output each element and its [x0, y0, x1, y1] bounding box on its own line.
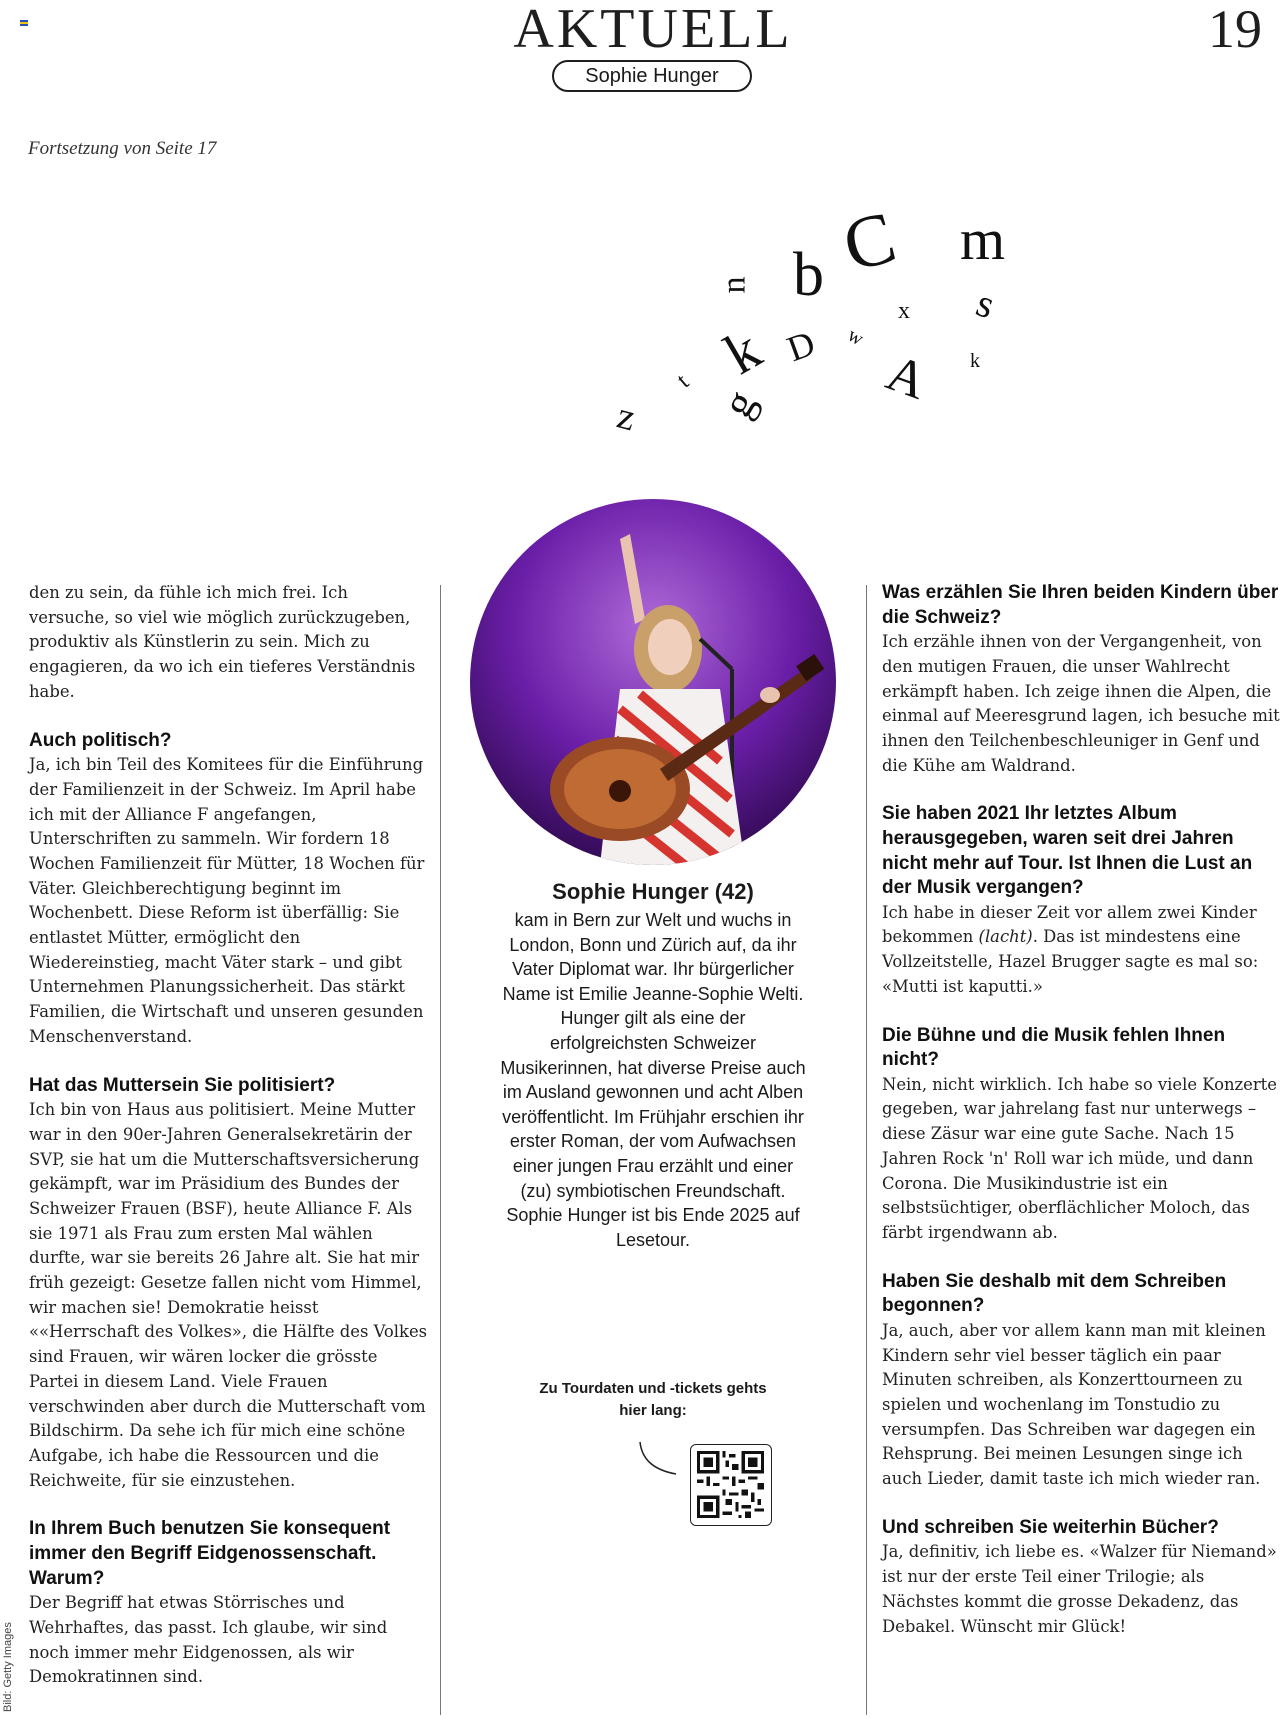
decorative-letter: A [879, 344, 935, 411]
topic-badge: Sophie Hunger [552, 60, 752, 92]
question: Was erzählen Sie Ihren beiden Kindern über die Schweiz? [882, 582, 1279, 628]
answer: Ja, ich bin Teil des Komitees für die Einführung der Familienzeit in der Schweiz. Im April habe ich mit der Alliance F angefangen, Unterschriften zu sammeln. Wir fordern 18 Wochen Familienzeit für Mütter, 18 Wochen für Väter. Gleichberechtigung beginnt im Wochenbett. Diese Reform ist überfällig: Sie entlastet Mütter, ermöglicht den Wiedereinstieg, macht Väter stark – und gibt Unternehmen Planungssicherheit. Das stärkt Familien, die Wirtschaft und unseren gesunden Menschenverstand. [29, 755, 425, 1046]
answer: Nein, nicht wirklich. Ich habe so viele Konzerte gegeben, war jahrelang fast nur unterwegs – diese Zäsur war eine gute Sache. Nach 15 Jahren Rock 'n' Roll war ich müde, und dann Corona. Die Musikindustrie ist ein selbstsüchtiger, oberflächlicher Moloch, das färbt irgendwann ab. [882, 1074, 1277, 1242]
portrait-photo [470, 499, 836, 865]
answer-text: . Das ist mindestens eine Vollzeitstelle, Hazel Brugger sagte es mal so: «Mutti ist kaputti.» [882, 927, 1259, 996]
decorative-letter: x [898, 298, 910, 324]
answer: Ich erzähle ihnen von der Vergangenheit, von den mutigen Frauen, die unser Wahlrecht erkämpft haben. Ich zeige ihnen die Alpen, die einmal auf Meeresgrund lagen, ich besuche mit ihnen den Teilchenbeschleuniger in Genf und die Kühe am Waldrand. [882, 632, 1280, 775]
answer: Ja, definitiv, ich liebe es. «Walzer für Niemand» ist nur der erste Teil einer Trilogie; als Nächstes kommt die grosse Dekadenz, das Debakel. Wünscht mir Glück! [882, 1542, 1277, 1636]
decorative-letter: k [713, 316, 772, 387]
photo-credit: Bild: Getty Images [2, 1622, 14, 1712]
answer-aside: (lacht) [978, 927, 1033, 947]
decorative-letter: m [960, 207, 1006, 272]
column-rule-right [866, 585, 867, 1715]
answer-text: Ich habe in dieser Zeit vor allem zwei Kinder bekommen [882, 902, 1257, 947]
right-column [882, 581, 1280, 1663]
profile-box [500, 878, 806, 1252]
profile-name: Sophie Hunger (42) [552, 879, 754, 904]
section-title: AKTUELL [513, 0, 793, 60]
intro-paragraph: den zu sein, da fühle ich mich frei. Ich versuche, so viel wie möglich zurückzugeben, produktiv als Künstlerin zu sein. Mich zu engagieren, da wo ich ein tieferes Verständnis habe. [29, 583, 416, 701]
question: Haben Sie deshalb mit dem Schreiben begonnen? [882, 1270, 1227, 1317]
decorative-letter: n [715, 276, 753, 294]
question: Hat das Muttersein Sie politisiert? [29, 1074, 336, 1096]
page-number: 19 [1208, 0, 1262, 59]
answer [882, 901, 1280, 1000]
answer: Der Begriff hat etwas Störrisches und Wehrhaftes, das passt. Ich glaube, wir sind noch immer mehr Eidgenossen, als wir Demokratinnen sind. [29, 1593, 388, 1687]
answer: Ich bin von Haus aus politisiert. Meine Mutter war in den 90er-Jahren Generalsekretärin der SVP, sie hat um die Mutterschaftsversicherung gekämpft, war im Präsidium des Bundes der Schweizer Frauen (BSF), heute Alliance F. Als sie 1971 als Frau zum ersten Mal wählen durfte, war sie bereits 26 Jahre alt. Sie hat mir früh gezeigt: Gesetze fallen nicht vom Himmel, wir machen sie! Demokratie heisst ««Herrschaft des Volkes», die Hälfte des Volkes sind Frauen, wir wären locker die grösste Partei in diesem Land. Viele Frauen verschwinden aber durch die Mutterschaft vom Bildschirm. Da sehe ich für mich eine schöne Aufgabe, ich habe die Ressourcen und die Reichweite, für sie einzustehen. [29, 1100, 428, 1490]
decorative-letter: s [970, 279, 1001, 328]
question: Die Bühne und die Musik fehlen Ihnen nicht? [882, 1024, 1226, 1071]
decorative-letter: w [843, 323, 868, 351]
question: Auch politisch? [29, 729, 172, 751]
left-column [29, 581, 429, 1714]
decorative-letter: z [612, 394, 641, 440]
arrow-icon [636, 1438, 680, 1478]
question: Und schreiben Sie weiterhin Bücher? [882, 1516, 1219, 1538]
continuation-note: Fortsetzung von Seite 17 [28, 138, 217, 159]
column-rule-left [440, 585, 441, 1715]
decorative-letter: k [970, 350, 980, 372]
decorative-letter: D [781, 322, 821, 370]
question: Sie haben 2021 Ihr letztes Album herausgegeben, waren seit drei Jahren nicht mehr auf Tour. Ist Ihnen die Lust an der Musik vergangen? [882, 803, 1253, 899]
tour-cta: Zu Tourdaten und -tickets gehts hier lang: [539, 1380, 767, 1419]
decorative-letters [600, 196, 1040, 460]
profile-bio: kam in Bern zur Welt und wuchs in London, Bonn und Zürich auf, da ihr Vater Diplomat war. Ihr bürgerlicher Name ist Emilie Jeanne-Sophie Welti. Hunger gilt als eine der erfolgreichsten Schweizer Musikerinnen, hat diverse Preise auch im Ausland gewonnen und acht Alben veröffentlicht. Im Frühjahr erschien ihr erster Roman, der vom Aufwachsen einer jungen Frau erzählt und einer (zu) symbiotischen Freundschaft. Sophie Hunger ist bis Ende 2025 auf Lesetour. [500, 910, 806, 1250]
decorative-letter: b [793, 241, 824, 309]
qr-code[interactable] [690, 1444, 772, 1526]
decorative-letter: t [672, 369, 694, 394]
question: In Ihrem Buch benutzen Sie konsequent immer den Begriff Eidgenossenschaft. Warum? [29, 1518, 391, 1589]
decorative-letter: C [835, 196, 905, 289]
decorative-letter: g [712, 381, 766, 426]
answer: Ja, auch, aber vor allem kann man mit kleinen Kindern sehr viel besser täglich ein paar Minuten schreiben, als Konzerttourneen zu spielen und wochenlang im Tonstudio zu versumpfen. Das Schreiben war dagegen ein Rehsprung. Bei meinen Lesungen singe ich auch Lieder, damit taste ich mich wieder ran. [882, 1320, 1266, 1489]
